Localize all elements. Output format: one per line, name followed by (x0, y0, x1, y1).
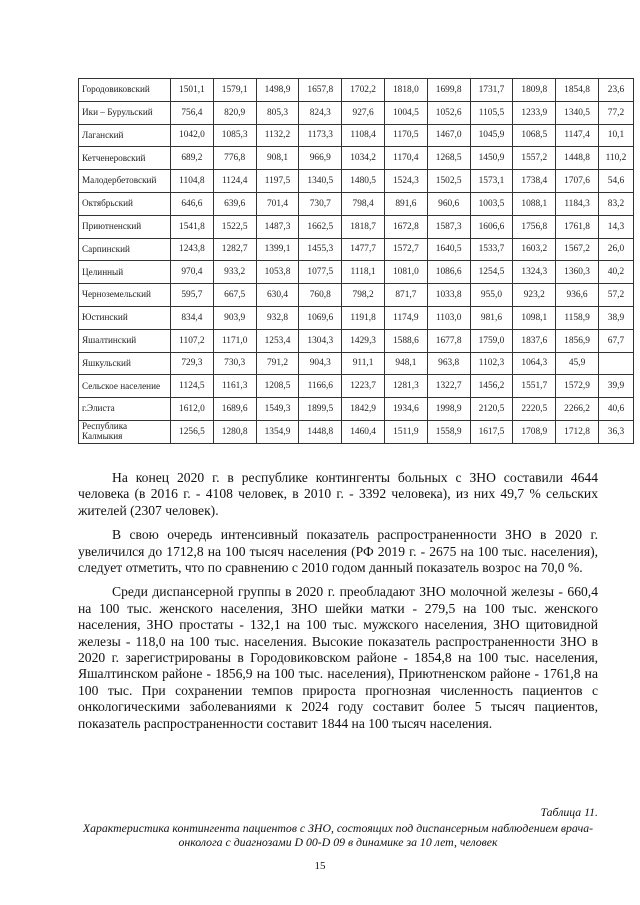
value-cell: 1340,5 (556, 101, 599, 124)
value-cell: 701,4 (256, 192, 299, 215)
value-cell: 970,4 (171, 261, 214, 284)
value-cell: 110,2 (598, 147, 633, 170)
value-cell: 54,6 (598, 170, 633, 193)
value-cell: 1524,3 (384, 170, 427, 193)
value-cell: 1487,3 (256, 215, 299, 238)
value-cell: 1104,8 (171, 170, 214, 193)
value-cell: 1455,3 (299, 238, 342, 261)
value-cell: 1708,9 (513, 420, 556, 443)
value-cell: 57,2 (598, 284, 633, 307)
value-cell: 1579,1 (213, 79, 256, 102)
value-cell: 1170,5 (384, 124, 427, 147)
value-cell: 1034,2 (342, 147, 385, 170)
value-cell: 966,9 (299, 147, 342, 170)
value-cell: 67,7 (598, 329, 633, 352)
value-cell: 1081,0 (384, 261, 427, 284)
value-cell: 639,6 (213, 192, 256, 215)
region-name-cell: г.Элиста (79, 398, 171, 421)
table-row (79, 420, 634, 443)
value-cell: 1324,3 (513, 261, 556, 284)
value-cell: 1498,9 (256, 79, 299, 102)
table-row (79, 284, 634, 307)
value-cell: 23,6 (598, 79, 633, 102)
value-cell: 1103,0 (427, 306, 470, 329)
value-cell: 1448,8 (556, 147, 599, 170)
value-cell: 14,3 (598, 215, 633, 238)
value-cell: 1998,9 (427, 398, 470, 421)
value-cell: 26,0 (598, 238, 633, 261)
value-cell: 760,8 (299, 284, 342, 307)
value-cell: 791,2 (256, 352, 299, 375)
region-name-cell: Сарпинский (79, 238, 171, 261)
value-cell: 1842,9 (342, 398, 385, 421)
value-cell: 730,3 (213, 352, 256, 375)
value-cell: 729,3 (171, 352, 214, 375)
region-name-cell: Юстинский (79, 306, 171, 329)
value-cell: 1640,5 (427, 238, 470, 261)
table-row (79, 398, 634, 421)
value-cell: 1322,7 (427, 375, 470, 398)
value-cell: 1360,3 (556, 261, 599, 284)
value-cell: 1191,8 (342, 306, 385, 329)
value-cell: 1541,8 (171, 215, 214, 238)
value-cell: 1064,3 (513, 352, 556, 375)
value-cell: 1105,5 (470, 101, 513, 124)
value-cell: 1588,6 (384, 329, 427, 352)
paragraph-dispensary: Среди диспансерной группы в 2020 г. преобладают ЗНО молочной железы - 660,4 на 100 тыс. женского населения, ЗНО шейки матки - 279,5 на 100 тыс. женского населения, ЗНО простаты - 132,1 на 100 тыс. мужского населения, ЗНО щитовидной железы - 118,0 на 100 тыс. населения. Высокие показатель распространенности ЗНО в 2020 г. зарегистрированы в Городовиковском районе - 1854,8 на 100 тыс. населения, Яшалтинском районе - 1856,9 на 100 тыс. населения), Приютненском районе - 1761,8 на 100 тыс. При сохранении темпов прироста прогнозная численность пациентов с онкологическими заболеваниями к 2024 году составит более 5 тысяч пациентов, показатель распространенности составит 1844 на 100 тысяч населения. (78, 584, 598, 731)
value-cell: 1098,1 (513, 306, 556, 329)
region-name-cell: Малодербетовский (79, 170, 171, 193)
value-cell: 923,2 (513, 284, 556, 307)
value-cell: 948,1 (384, 352, 427, 375)
value-cell: 1551,7 (513, 375, 556, 398)
value-cell: 689,2 (171, 147, 214, 170)
value-cell: 932,8 (256, 306, 299, 329)
value-cell: 1702,2 (342, 79, 385, 102)
value-cell: 1124,5 (171, 375, 214, 398)
value-cell: 1480,5 (342, 170, 385, 193)
value-cell: 1854,8 (556, 79, 599, 102)
value-cell: 1738,4 (513, 170, 556, 193)
value-cell: 1759,0 (470, 329, 513, 352)
value-cell: 1254,5 (470, 261, 513, 284)
value-cell: 1171,0 (213, 329, 256, 352)
table-row (79, 101, 634, 124)
value-cell: 77,2 (598, 101, 633, 124)
value-cell: 1118,1 (342, 261, 385, 284)
value-cell: 1606,6 (470, 215, 513, 238)
region-name-cell: Яшкульский (79, 352, 171, 375)
value-cell: 730,7 (299, 192, 342, 215)
value-cell: 1158,9 (556, 306, 599, 329)
table-row (79, 306, 634, 329)
value-cell: 1147,4 (556, 124, 599, 147)
value-cell: 1197,5 (256, 170, 299, 193)
body-text (78, 470, 598, 732)
region-name-cell: Яшалтинский (79, 329, 171, 352)
value-cell: 1102,3 (470, 352, 513, 375)
value-cell: 776,8 (213, 147, 256, 170)
value-cell: 1549,3 (256, 398, 299, 421)
region-name-cell: Приютненский (79, 215, 171, 238)
value-cell: 1282,7 (213, 238, 256, 261)
value-cell: 911,1 (342, 352, 385, 375)
value-cell: 834,4 (171, 306, 214, 329)
table-row (79, 192, 634, 215)
value-cell: 36,3 (598, 420, 633, 443)
value-cell: 1699,8 (427, 79, 470, 102)
value-cell: 630,4 (256, 284, 299, 307)
value-cell: 903,9 (213, 306, 256, 329)
value-cell: 1899,5 (299, 398, 342, 421)
value-cell: 45,9 (556, 352, 599, 375)
value-cell: 1280,8 (213, 420, 256, 443)
value-cell: 1033,8 (427, 284, 470, 307)
value-cell: 1132,2 (256, 124, 299, 147)
value-cell: 904,3 (299, 352, 342, 375)
value-cell: 2266,2 (556, 398, 599, 421)
value-cell: 1108,4 (342, 124, 385, 147)
prevalence-table (78, 78, 634, 444)
value-cell: 40,2 (598, 261, 633, 284)
value-cell: 667,5 (213, 284, 256, 307)
value-cell: 1501,1 (171, 79, 214, 102)
value-cell: 1573,1 (470, 170, 513, 193)
value-cell: 1756,8 (513, 215, 556, 238)
value-cell: 1511,9 (384, 420, 427, 443)
value-cell: 1042,0 (171, 124, 214, 147)
value-cell: 1856,9 (556, 329, 599, 352)
value-cell: 891,6 (384, 192, 427, 215)
value-cell: 1818,0 (384, 79, 427, 102)
region-name-cell: Черноземельский (79, 284, 171, 307)
table-row (79, 124, 634, 147)
value-cell: 1256,5 (171, 420, 214, 443)
value-cell: 1045,9 (470, 124, 513, 147)
value-cell: 1069,6 (299, 306, 342, 329)
value-cell: 1572,7 (384, 238, 427, 261)
value-cell: 936,6 (556, 284, 599, 307)
value-cell: 1085,3 (213, 124, 256, 147)
region-name-cell: Республика Калмыкия (79, 420, 171, 443)
value-cell (598, 352, 633, 375)
value-cell: 798,2 (342, 284, 385, 307)
region-name-cell: Ики – Бурульский (79, 101, 171, 124)
value-cell: 1712,8 (556, 420, 599, 443)
value-cell: 1004,5 (384, 101, 427, 124)
region-name-cell: Сельское население (79, 375, 171, 398)
value-cell: 1612,0 (171, 398, 214, 421)
value-cell: 1107,2 (171, 329, 214, 352)
value-cell: 963,8 (427, 352, 470, 375)
table-row (79, 215, 634, 238)
value-cell: 1448,8 (299, 420, 342, 443)
value-cell: 595,7 (171, 284, 214, 307)
value-cell: 1809,8 (513, 79, 556, 102)
value-cell: 955,0 (470, 284, 513, 307)
region-name-cell: Кетченеровский (79, 147, 171, 170)
value-cell: 1662,5 (299, 215, 342, 238)
table-row (79, 147, 634, 170)
value-cell: 38,9 (598, 306, 633, 329)
table-caption: Характеристика контингента пациентов с ЗНО, состоящих под диспансерным наблюдением врача-онколога с диагнозами D 00-D 09 в динамике за 10 лет, человек (82, 821, 594, 849)
value-cell: 1174,9 (384, 306, 427, 329)
value-cell: 1731,7 (470, 79, 513, 102)
value-cell: 1166,6 (299, 375, 342, 398)
paragraph-prevalence: В свою очередь интенсивный показатель распространенности ЗНО в 2020 г. увеличился до 1712,8 на 100 тысяч населения (РФ 2019 г. - 2675 на 100 тыс. населения), следует отметить, что по сравнению с 2010 годом данный показатель возрос на 70,0 %. (78, 527, 598, 576)
value-cell: 39,9 (598, 375, 633, 398)
value-cell: 1161,3 (213, 375, 256, 398)
value-cell: 40,6 (598, 398, 633, 421)
value-cell: 1707,6 (556, 170, 599, 193)
table-row (79, 238, 634, 261)
value-cell: 820,9 (213, 101, 256, 124)
table-row (79, 375, 634, 398)
region-name-cell: Октябрьский (79, 192, 171, 215)
value-cell: 1003,5 (470, 192, 513, 215)
value-cell: 1477,7 (342, 238, 385, 261)
table-row (79, 352, 634, 375)
region-name-cell: Лаганский (79, 124, 171, 147)
value-cell: 1450,9 (470, 147, 513, 170)
table-row (79, 170, 634, 193)
value-cell: 1603,2 (513, 238, 556, 261)
value-cell: 981,6 (470, 306, 513, 329)
value-cell: 1223,7 (342, 375, 385, 398)
value-cell: 1429,3 (342, 329, 385, 352)
value-cell: 960,6 (427, 192, 470, 215)
value-cell: 1281,3 (384, 375, 427, 398)
value-cell: 1587,3 (427, 215, 470, 238)
value-cell: 1053,8 (256, 261, 299, 284)
value-cell: 1522,5 (213, 215, 256, 238)
value-cell: 1502,5 (427, 170, 470, 193)
value-cell: 10,1 (598, 124, 633, 147)
value-cell: 1243,8 (171, 238, 214, 261)
page-number: 15 (314, 860, 326, 872)
region-name-cell: Целинный (79, 261, 171, 284)
value-cell: 1818,7 (342, 215, 385, 238)
value-cell: 1124,4 (213, 170, 256, 193)
value-cell: 1354,9 (256, 420, 299, 443)
table-label: Таблица 11. (540, 805, 598, 819)
value-cell: 1572,9 (556, 375, 599, 398)
value-cell: 1173,3 (299, 124, 342, 147)
value-cell: 1677,8 (427, 329, 470, 352)
value-cell: 1268,5 (427, 147, 470, 170)
value-cell: 798,4 (342, 192, 385, 215)
value-cell: 805,3 (256, 101, 299, 124)
value-cell: 1761,8 (556, 215, 599, 238)
value-cell: 933,2 (213, 261, 256, 284)
value-cell: 1068,5 (513, 124, 556, 147)
value-cell: 1052,6 (427, 101, 470, 124)
value-cell: 1184,3 (556, 192, 599, 215)
value-cell: 1460,4 (342, 420, 385, 443)
table-row (79, 79, 634, 102)
value-cell: 1077,5 (299, 261, 342, 284)
value-cell: 756,4 (171, 101, 214, 124)
value-cell: 908,1 (256, 147, 299, 170)
value-cell: 646,6 (171, 192, 214, 215)
value-cell: 1233,9 (513, 101, 556, 124)
value-cell: 1657,8 (299, 79, 342, 102)
value-cell: 1672,8 (384, 215, 427, 238)
value-cell: 1533,7 (470, 238, 513, 261)
value-cell: 824,3 (299, 101, 342, 124)
value-cell: 871,7 (384, 284, 427, 307)
value-cell: 83,2 (598, 192, 633, 215)
value-cell: 1399,1 (256, 238, 299, 261)
value-cell: 1567,2 (556, 238, 599, 261)
table-row (79, 329, 634, 352)
value-cell: 1170,4 (384, 147, 427, 170)
value-cell: 1837,6 (513, 329, 556, 352)
value-cell: 1208,5 (256, 375, 299, 398)
value-cell: 2220,5 (513, 398, 556, 421)
value-cell: 1617,5 (470, 420, 513, 443)
region-name-cell: Городовиковский (79, 79, 171, 102)
value-cell: 2120,5 (470, 398, 513, 421)
value-cell: 1086,6 (427, 261, 470, 284)
value-cell: 1558,9 (427, 420, 470, 443)
value-cell: 927,6 (342, 101, 385, 124)
value-cell: 1088,1 (513, 192, 556, 215)
paragraph-contingent: На конец 2020 г. в республике контингенты больных с ЗНО составили 4644 человека (в 2016 г. - 4108 человек, в 2010 г. - 3392 человека), из них 49,7 % сельских жителей (2307 человек). (78, 470, 598, 518)
value-cell: 1253,4 (256, 329, 299, 352)
table-body (79, 79, 634, 444)
value-cell: 1456,2 (470, 375, 513, 398)
value-cell: 1934,6 (384, 398, 427, 421)
value-cell: 1340,5 (299, 170, 342, 193)
value-cell: 1304,3 (299, 329, 342, 352)
value-cell: 1557,2 (513, 147, 556, 170)
value-cell: 1467,0 (427, 124, 470, 147)
value-cell: 1689,6 (213, 398, 256, 421)
table-row (79, 261, 634, 284)
